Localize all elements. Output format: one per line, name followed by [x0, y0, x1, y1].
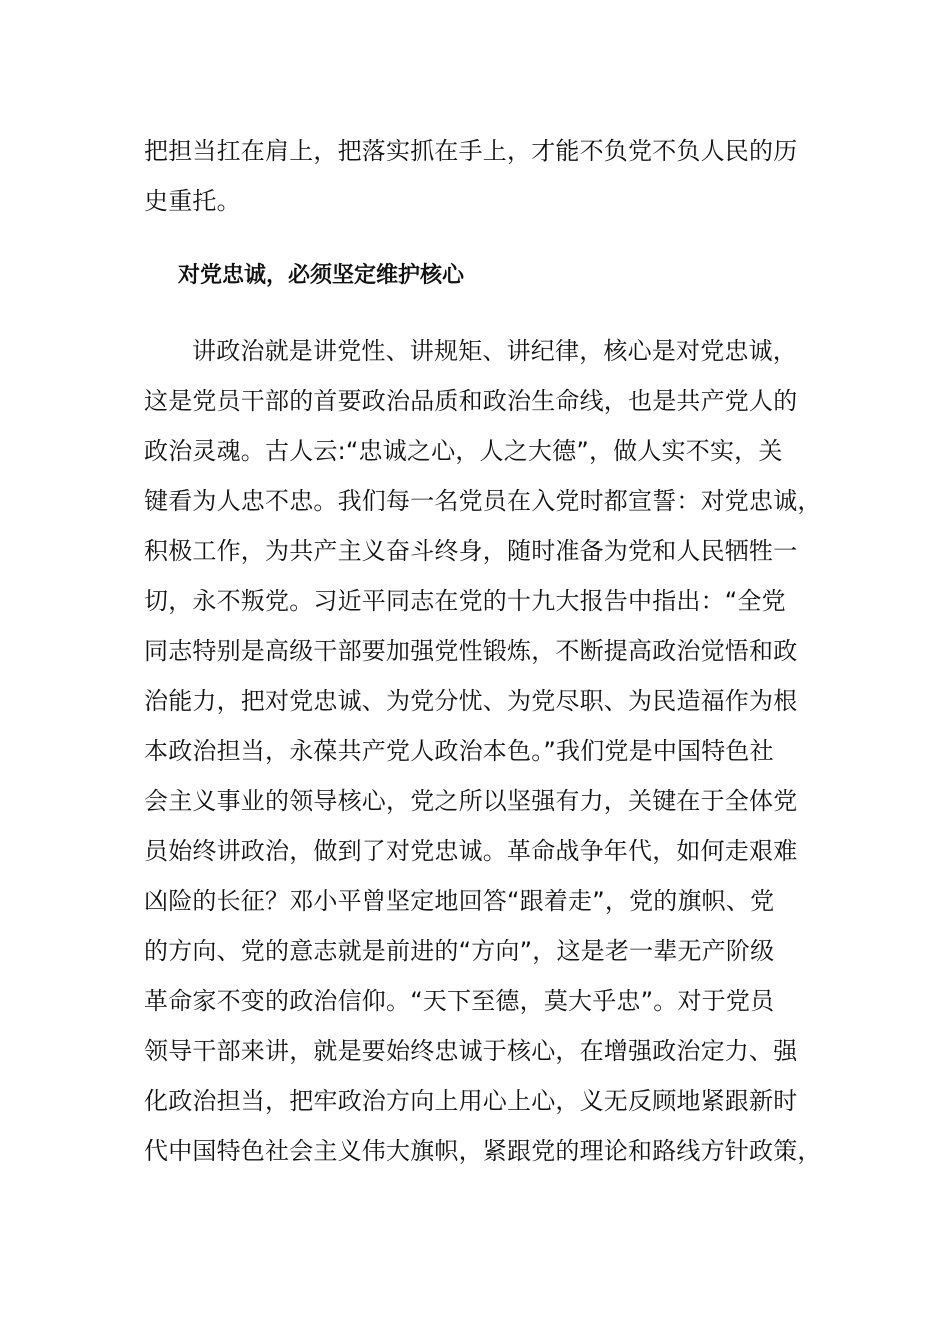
body-line-1: 讲政治就是讲党性、讲规矩、讲纪律，核心是对党忠诚，	[192, 337, 797, 365]
body-line-15: 领导干部来讲，就是要始终忠诚于核心，在增强政治定力、强	[144, 1037, 798, 1065]
body-line-14: 革命家不变的政治信仰。“天下至德，莫大乎忠”。对于党员	[144, 987, 775, 1015]
body-line-4: 键看为人忠不忠。我们每一名党员在入党时都宣誓：对党忠诚，	[144, 487, 822, 515]
intro-line-2: 史重托。	[144, 187, 241, 215]
body-line-3: 政治灵魂。古人云:“忠诚之心，人之大德”，做人实不实，关	[144, 437, 783, 465]
body-line-7: 同志特别是高级干部要加强党性锻炼，不断提高政治觉悟和政	[144, 637, 798, 665]
body-line-13: 的方向、党的意志就是前进的“方向”，这是老一辈无产阶级	[144, 937, 775, 965]
body-line-12: 凶险的长征？邓小平曾坚定地回答“跟着走”，党的旗帜、党	[144, 887, 775, 915]
body-line-9: 本政治担当，永葆共产党人政治本色。”我们党是中国特色社	[144, 737, 774, 765]
body-line-10: 会主义事业的领导核心，党之所以坚强有力，关键在于全体党	[144, 787, 798, 815]
body-line-5: 积极工作，为共产主义奋斗终身，随时准备为党和人民牺牲一	[144, 537, 798, 565]
body-line-2: 这是党员干部的首要政治品质和政治生命线，也是共产党人的	[144, 387, 798, 415]
body-line-16: 化政治担当，把牢政治方向上用心上心，义无反顾地紧跟新时	[144, 1087, 798, 1115]
body-line-17: 代中国特色社会主义伟大旗帜，紧跟党的理论和路线方针政策，	[144, 1137, 822, 1165]
body-line-8: 治能力，把对党忠诚、为党分忧、为党尽职、为民造福作为根	[144, 687, 798, 715]
body-line-11: 员始终讲政治，做到了对党忠诚。革命战争年代，如何走艰难	[144, 837, 798, 865]
intro-line-1: 把担当扛在肩上，把落实抓在手上，才能不负党不负人民的历	[144, 137, 798, 165]
body-line-6: 切，永不叛党。习近平同志在党的十九大报告中指出：“全党	[144, 587, 786, 615]
section-heading: 对党忠诚，必须坚定维护核心	[178, 263, 465, 288]
